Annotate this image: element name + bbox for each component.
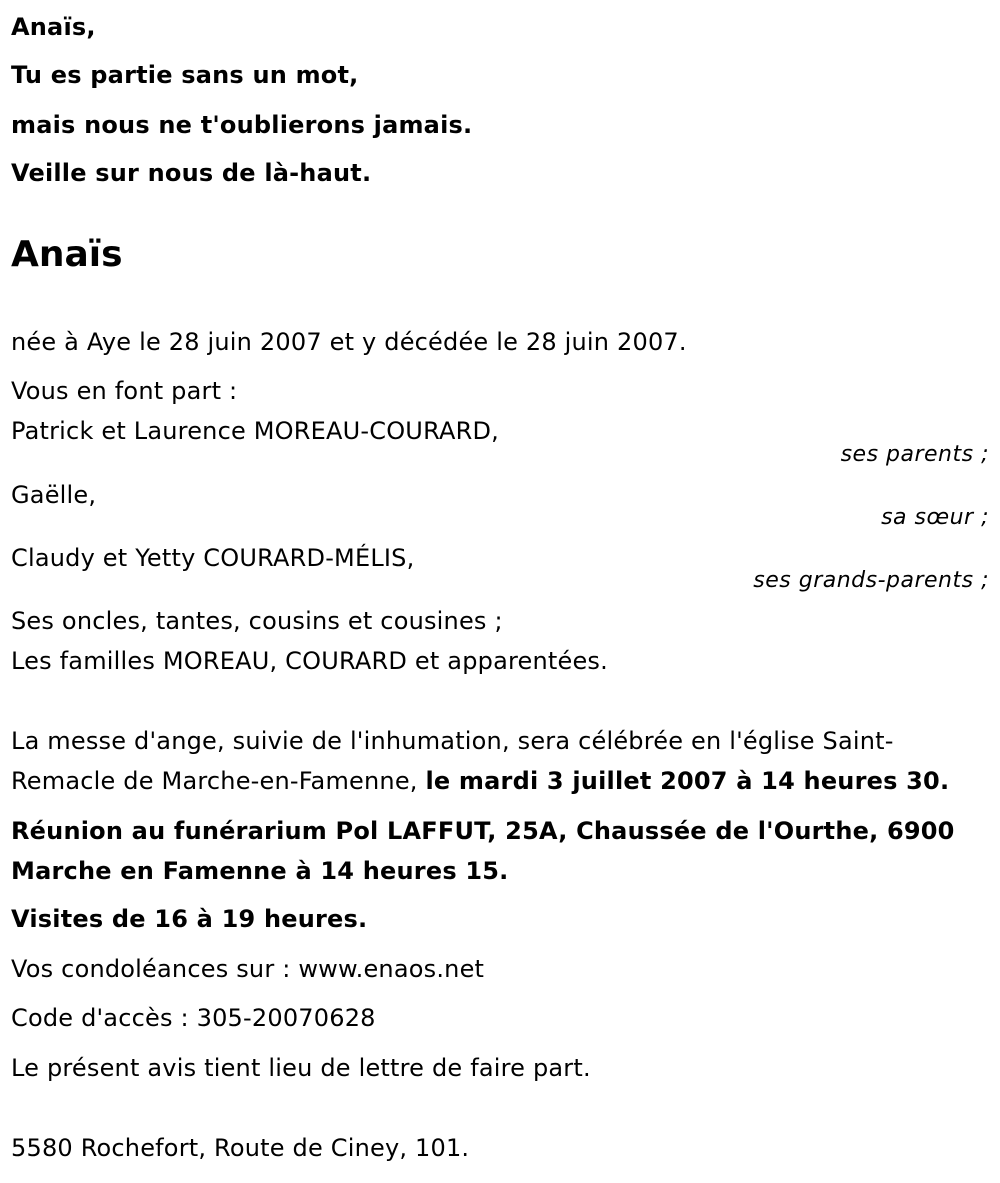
notice-line: Le présent avis tient lieu de lettre de faire part. bbox=[11, 1054, 591, 1082]
ceremony-line-2 bbox=[11, 766, 949, 796]
birth-death-line: née à Aye le 28 juin 2007 et y décédée le 28 juin 2007. bbox=[11, 328, 687, 356]
condolences-line: Vos condoléances sur : www.enaos.net bbox=[11, 955, 485, 983]
address-line: 5580 Rochefort, Route de Ciney, 101. bbox=[11, 1134, 470, 1162]
visits-line: Visites de 16 à 19 heures. bbox=[11, 905, 368, 933]
access-code-line: Code d'accès : 305-20070628 bbox=[11, 1004, 376, 1032]
others-line-1: Ses oncles, tantes, cousins et cousines ; bbox=[11, 607, 503, 635]
ceremony-date: le mardi 3 juillet 2007 à 14 heures 30. bbox=[425, 767, 950, 795]
poem-line-3: mais nous ne t'oublierons jamais. bbox=[11, 111, 473, 139]
sister-name: Gaëlle, bbox=[11, 481, 97, 509]
parents-names: Patrick et Laurence MOREAU-COURARD, bbox=[11, 417, 499, 445]
others-line-2: Les familles MOREAU, COURARD et apparentées. bbox=[11, 647, 608, 675]
announce-line: Vous en font part : bbox=[11, 377, 238, 405]
ceremony-place: Remacle de Marche-en-Famenne, bbox=[11, 767, 426, 795]
meeting-line-2: Marche en Famenne à 14 heures 15. bbox=[11, 857, 509, 885]
meeting-line-1: Réunion au funérarium Pol LAFFUT, 25A, Chaussée de l'Ourthe, 6900 bbox=[11, 817, 955, 845]
grandparents-relation: ses grands-parents ; bbox=[753, 568, 989, 593]
parents-relation: ses parents ; bbox=[840, 442, 989, 467]
ceremony-line-1: La messe d'ange, suivie de l'inhumation, sera célébrée en l'église Saint- bbox=[11, 727, 894, 755]
poem-line-2: Tu es partie sans un mot, bbox=[11, 61, 359, 89]
sister-relation: sa sœur ; bbox=[881, 505, 989, 530]
poem-line-1: Anaïs, bbox=[11, 13, 96, 41]
poem-line-4: Veille sur nous de là-haut. bbox=[11, 159, 372, 187]
grandparents-names: Claudy et Yetty COURARD-MÉLIS, bbox=[11, 544, 415, 572]
deceased-name: Anaïs bbox=[11, 234, 123, 275]
